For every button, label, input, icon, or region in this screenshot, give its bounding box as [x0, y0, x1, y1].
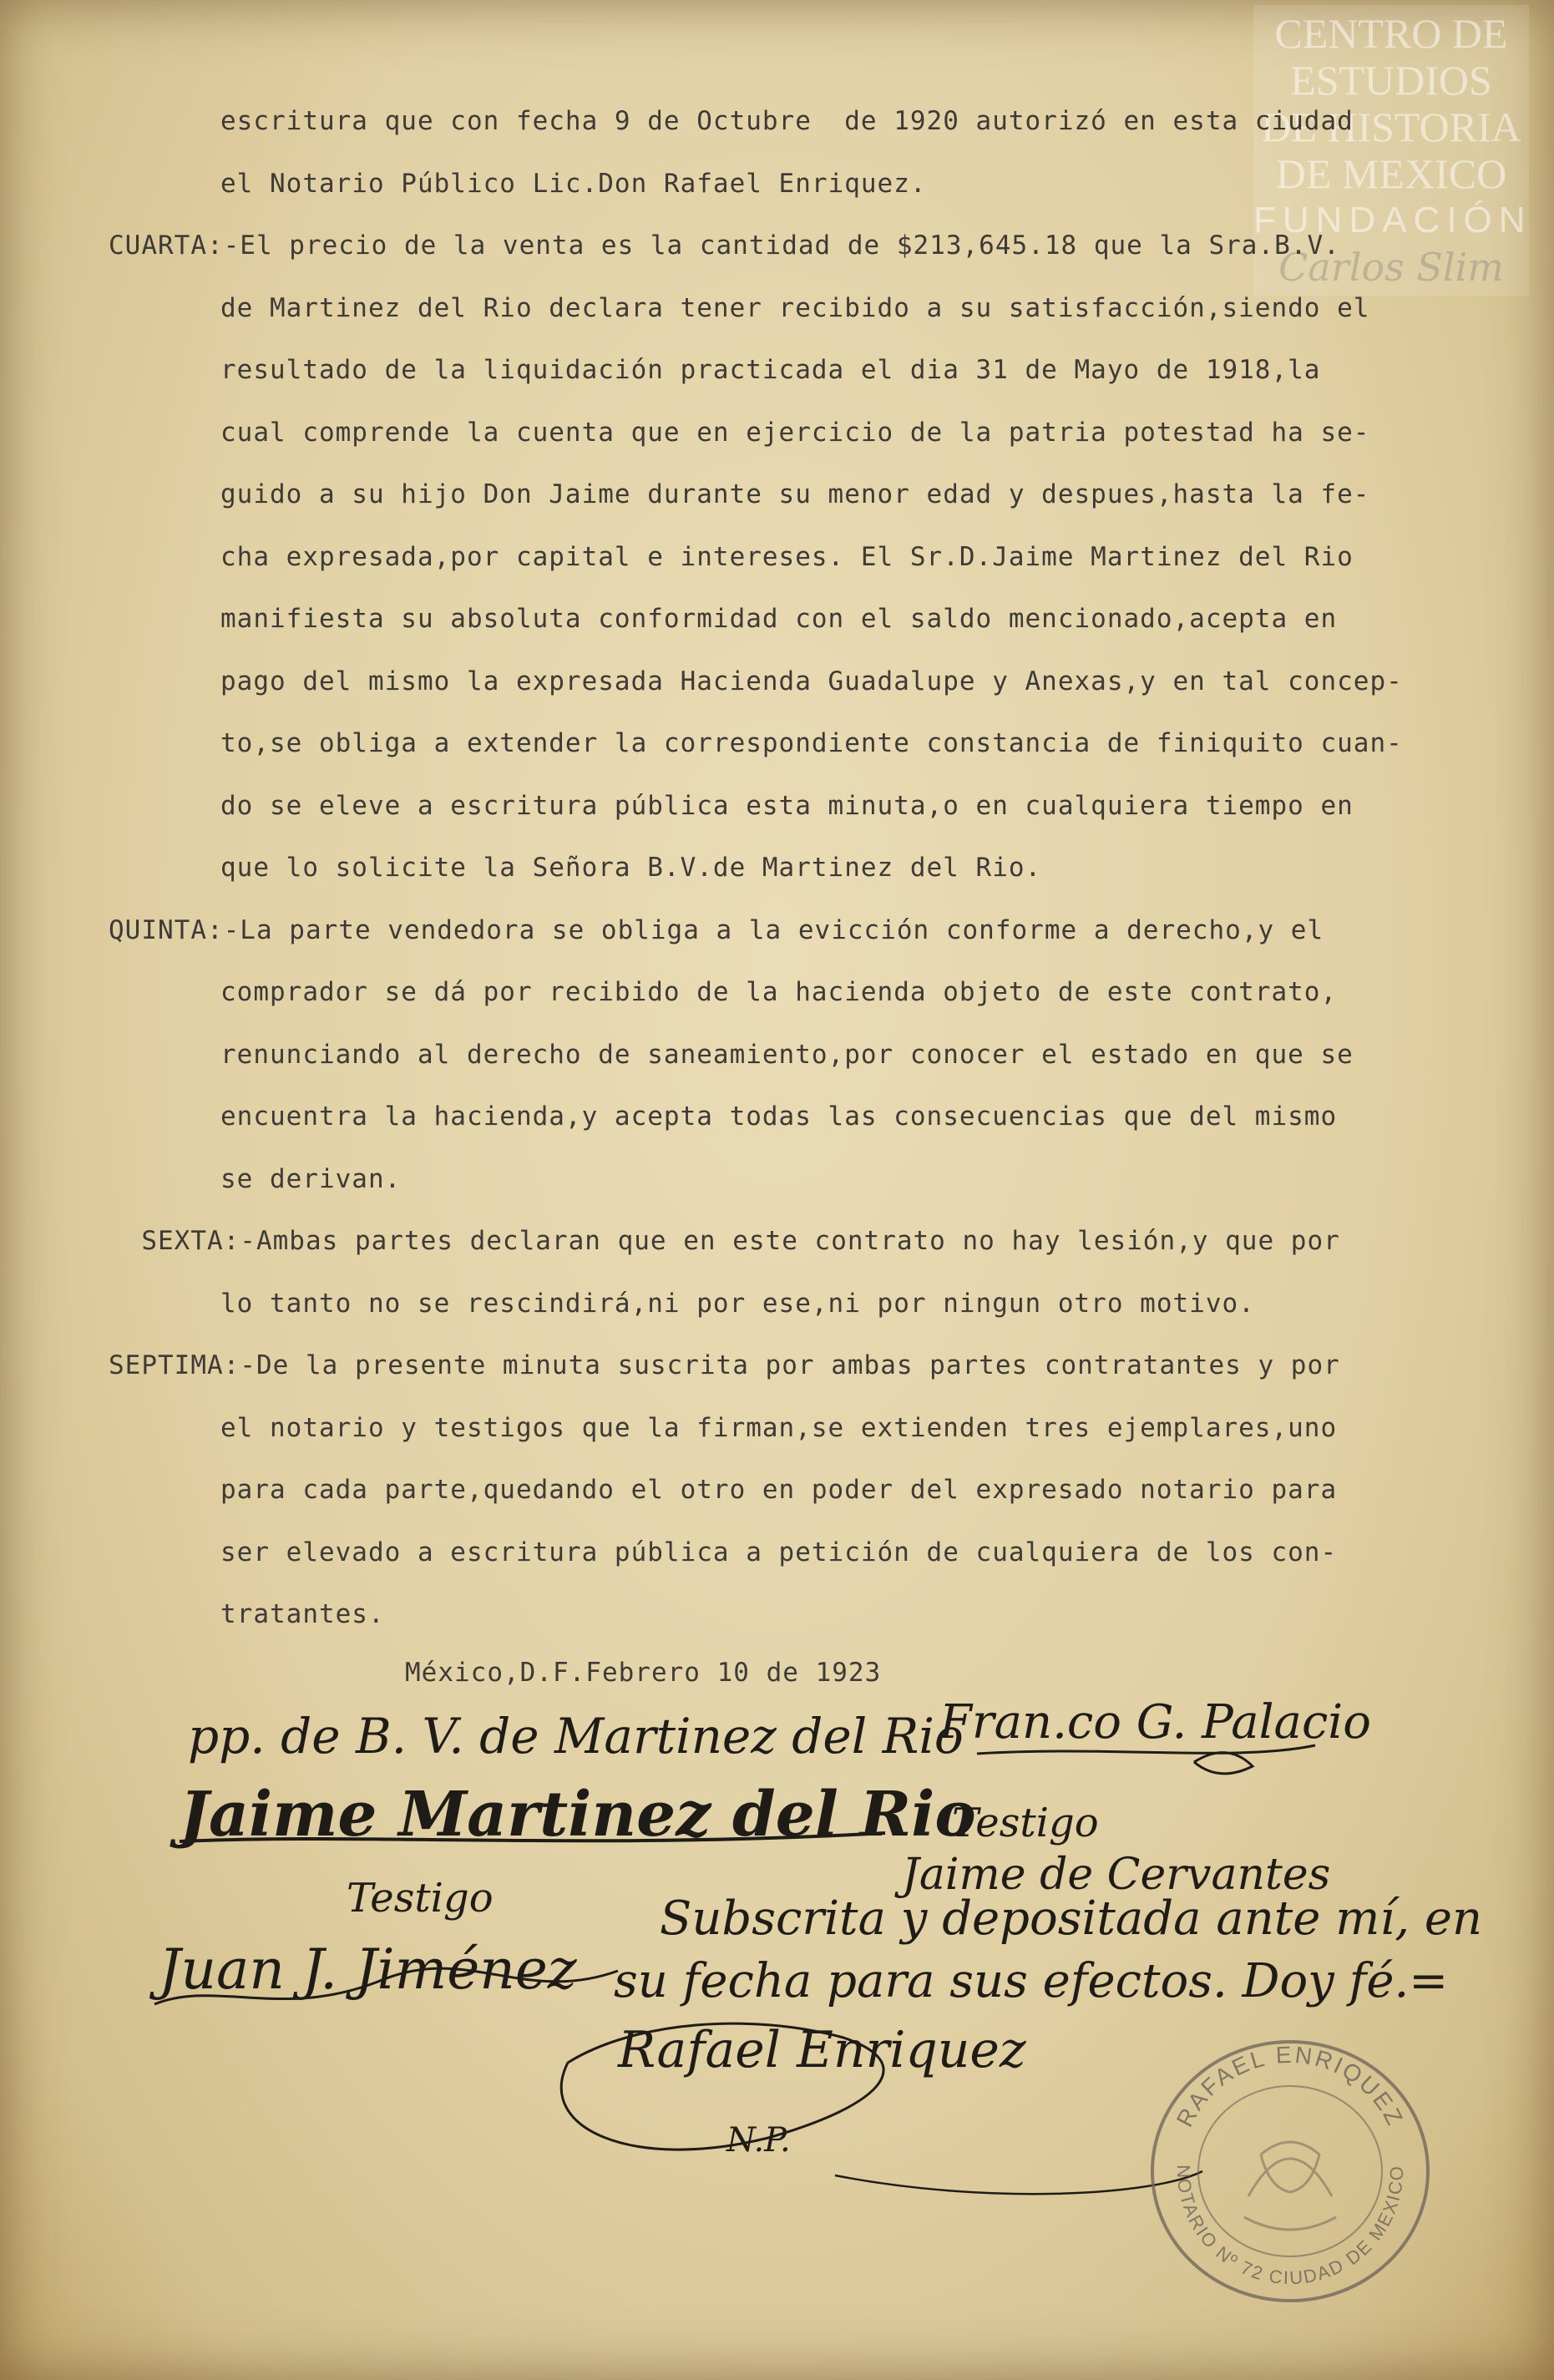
- clause-cuarta-line: CUARTA:-El precio de la venta es la cantidad de $213,645.18 que la Sra.B.V.: [109, 230, 1340, 261]
- notary-enriquez-signature: Rafael Enriquez: [618, 2021, 1026, 2079]
- witness-jimenez-signature: Juan J. Jiménez: [159, 1937, 577, 2002]
- body-line: el notario y testigos que la firman,se extienden tres ejemplares,uno: [220, 1412, 1338, 1443]
- notary-seal: [1144, 2029, 1436, 2305]
- clause-quinta-line: QUINTA:-La parte vendedora se obliga a la evicción conforme a derecho,y el: [109, 914, 1324, 945]
- notary-note-line-2: su fecha para sus efectos. Doy fé.=: [614, 1954, 1449, 2008]
- jaime-martinez-signature: Jaime Martinez del Rio: [180, 1779, 976, 1851]
- watermark-line-3: DE HISTORIA: [1261, 104, 1521, 150]
- body-line: se derivan.: [220, 1163, 402, 1194]
- testigo-label-left: Testigo: [347, 1875, 494, 1922]
- pp-signature: pp. de B. V. de Martinez del Rio: [188, 1708, 964, 1765]
- body-line: comprador se dá por recibido de la hacienda objeto de este contrato,: [220, 977, 1338, 1007]
- body-line: to,se obliga a extender la correspondiente constancia de finiquito cuan-: [220, 728, 1403, 758]
- body-line: cual comprende la cuenta que en ejercicio de la patria potestad ha se-: [220, 417, 1370, 448]
- body-line: escritura que con fecha 9 de Octubre de 1920 autorizó en esta ciudad: [220, 106, 1354, 136]
- body-line: lo tanto no se rescindirá,ni por ese,ni por ningun otro motivo.: [220, 1288, 1255, 1319]
- body-line: encuentra la hacienda,y acepta todas las consecuencias que del mismo: [220, 1101, 1338, 1132]
- body-line: que lo solicite la Señora B.V.de Martinez del Rio.: [220, 853, 1042, 883]
- body-line: renunciando al derecho de saneamiento,por conocer el estado en que se: [220, 1039, 1354, 1070]
- clause-septima-line: SEPTIMA:-De la presente minuta suscrita por ambas partes contratantes y por: [109, 1350, 1340, 1380]
- svg-text:NOTARIO Nº 72 CIUDAD DE MEXICO: [1173, 2165, 1407, 2288]
- watermark-org: FUNDACIÓN: [1253, 200, 1532, 241]
- witness-cervantes-signature: Jaime de Cervantes: [902, 1850, 1331, 1900]
- notary-note-line-1: Subscrita y depositada ante mí, en: [660, 1891, 1483, 1946]
- date-line: México,D.F.Febrero 10 de 1923: [405, 1658, 882, 1688]
- seal-bottom-text: NOTARIO Nº 72 CIUDAD DE MEXICO: [1172, 2164, 1408, 2289]
- watermark-line-4: DE MEXICO: [1275, 150, 1507, 197]
- watermark-signature: Carlos Slim: [1278, 245, 1504, 290]
- body-line: ser elevado a escritura pública a petición de cualquiera de los con-: [220, 1537, 1338, 1567]
- body-line: cha expresada,por capital e intereses. El Sr.D.Jaime Martinez del Rio: [220, 541, 1354, 572]
- watermark-line-1: CENTRO DE: [1274, 10, 1508, 57]
- body-line: el Notario Público Lic.Don Rafael Enriquez.: [220, 168, 927, 199]
- testigo-label-right: Testigo: [952, 1800, 1099, 1846]
- body-line: de Martinez del Rio declara tener recibido a su satisfacción,siendo el: [220, 292, 1370, 323]
- body-line: do se eleve a escritura pública esta minuta,o en cualquiera tiempo en: [220, 790, 1354, 821]
- body-line: tratantes.: [220, 1599, 385, 1629]
- body-line: resultado de la liquidación practicada el dia 31 de Mayo de 1918,la: [220, 355, 1321, 385]
- clause-sexta-line: SEXTA:-Ambas partes declaran que en este contrato no hay lesión,y que por: [109, 1226, 1340, 1256]
- witness-palacio-signature: Fran.co G. Palacio: [939, 1695, 1371, 1750]
- body-line: manifiesta su absoluta conformidad con el saldo mencionado,acepta en: [220, 604, 1338, 634]
- body-line: guido a su hijo Don Jaime durante su menor edad y despues,hasta la fe-: [220, 479, 1370, 509]
- seal-top-text: RAFAEL ENRIQUEZ: [1171, 2041, 1410, 2131]
- body-line: para cada parte,quedando el otro en poder del expresado notario para: [220, 1475, 1338, 1505]
- np-initials: N.P.: [726, 2121, 791, 2160]
- body-line: pago del mismo la expresada Hacienda Guadalupe y Anexas,y en tal concep-: [220, 666, 1403, 696]
- watermark-line-2: ESTUDIOS: [1290, 57, 1492, 104]
